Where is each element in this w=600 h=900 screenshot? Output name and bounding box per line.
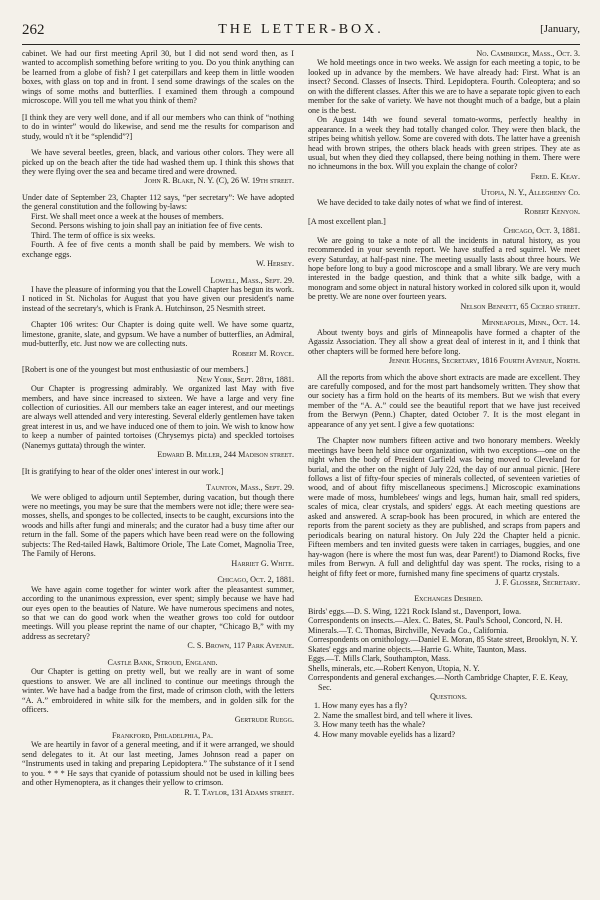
paragraph: cabinet. We had our first meeting April 30, but I did not send word then, as I wanted to accomplish something before writing to you. Do you think anything can be learned from a globe of fish? I get caterpillars and keep them in little wooden boxes, with glass on top and in front. I send some drawings of the scales on the wings of some moths and butterflies. I examined them through a compound microscope. Will you tell me what you think of them? [22,49,294,106]
section-heading: Exchanges Desired. [414,594,483,604]
paragraph: Our Chapter is getting on pretty well, but we really are in want of some questions to answer. We are all inclined to continue our meetings through the winter. We have had a badge from the first, made of crimson cloth, with the letters “A. A.” embroidered in white silk for the members, and in golden silk for the officers. [22,667,294,715]
exchange-item: Correspondents on insects.—Alex. C. Bates, St. Paul's School, Concord, N. H. [308,616,563,626]
page-month: [January, [540,23,580,35]
exchanges-list [308,607,580,692]
paragraph: I have the pleasure of informing you that the Lowell Chapter has begun its work. I noticed in St. Nicholas for August that you have given our president's name instead of the secretary's, which is Frank A. Hutchinson, 25 Nesmith street. [22,284,294,313]
dateline: Taunton, Mass., Sept. 29. [206,483,294,493]
paragraph: Under date of September 23, Chapter 112 says, “per secretary”: We have adopted the general constitution and the following by-laws: [22,192,294,212]
section-heading: Questions. [430,692,467,701]
paragraph: All the reports from which the above short extracts are made are excellent. They are carefully composed, and for the most part handsomely written. They show that our society has a firm hold on the hearts of its members. But we wish that every member of the “A. A.” could see the beautiful report that we have just received from the Berwyn (Penn.) Chapter, dated October 7. It is the most elegant in appearance of any yet sent. I give a few quotations: [308,372,580,429]
paragraph: About twenty boys and girls of Minneapolis have formed a chapter of the Agassiz Association. They all show a great deal of interest in it, and I think that other chapters will be formed here before long. [308,327,580,356]
dateline: Utopia, N. Y., Allegheny Co. [480,188,580,198]
spacer [22,724,294,731]
section-heading: Frankford, Philadelphia, Pa. [112,731,213,740]
signature: Nelson Bennett, 65 Cicero street. [460,301,580,311]
question-item: 3. How many teeth has the whale? [314,720,426,730]
exchange-item: Shells, minerals, etc.—Robert Kenyon, Utopia, N. Y. [308,663,480,673]
page-header [22,22,580,45]
paragraph: We were obliged to adjourn until September, during vacation, but though there were no meetings, you may be sure that the members were not idle; there were sea-mosses, shells, and sponges to be collected, insects to be caught, excursions into the woods and hills after fungi and minerals; and the curator had a busy time after our return in the fall. Some of the papers which have been read were on the following subjects: The Red-tailed Hawk, Baltimore Oriole, The Late Comet, Magnolia Tree, The Family of Herons. [22,492,294,559]
paragraph: Chapter 106 writes: Our Chapter is doing quite well. We have some quartz, limestone, granite, slate, and gypsum. We have a number of butterflies, an Admiral, mud-butterfly, etc. Just now we are collecting nuts. [22,320,294,349]
paragraph: [It is gratifying to hear of the older ones' interest in our work.] [22,466,224,476]
question-item: 2. Name the smallest bird, and tell where it lives. [314,710,473,720]
signature: C. S. Brown, 117 Park Avenue. [187,641,294,651]
paragraph: We have decided to take daily notes of what we find of interest. [317,197,523,207]
paragraph: We hold meetings once in two weeks. We assign for each meeting a topic, to be looked up in advance by the members. We have already had: First. What is an insect? Second. Classes of Insects. Third. Lepidoptera. Fourth. Coleoptera; and so on with the different classes. After this we are to have a separate topic given to each member for the sake of variety. We have not thought much of a badge, but a plain one is the best. [308,58,580,115]
spacer [22,460,294,467]
signature: Jennie Hughes, Secretary, 1816 Fourth Avenue, North. [388,356,580,366]
paragraph: Fourth. A fee of five cents a month shall be paid by members. We wish to exchange eggs. [22,240,294,259]
dateline: Minneapolis, Minn., Oct. 14. [481,318,580,328]
paragraph: [A most excellent plan.] [308,216,386,226]
signature: J. F. Glosser, Secretary. [495,578,580,588]
spacer [308,366,580,373]
paragraph: We are going to take a note of all the incidents in natural history, as you recommended in your seventh report. We have stuffed a red squirrel. We meet every Saturday, at half-past nine. The meeting usually lasts about three hours. We hope before long to buy a good microscope and a small library. We are very much interested in the badge question, and think that a white silk badge, with a monogram and some object in natural history worked in colored silk upon it, would be pretty. We are none over fourteen years. [308,235,580,302]
spacer [22,141,294,148]
paragraph: Second. Persons wishing to join shall pay an initiation fee of five cents. [31,221,263,231]
text-columns [22,49,580,797]
signature: W. Hersey. [256,259,294,269]
spacer [308,181,580,188]
signature: Gertrude Ruegg. [234,714,294,724]
spacer [22,269,294,276]
signature: Fred. E. Keay. [530,171,580,181]
exchange-item: Correspondents and general exchanges.—North Cambridge Chapter, F. E. Keay, Sec. [308,673,568,692]
dateline: New York, Sept. 28th, 1881. [196,374,294,384]
left-column [22,49,294,797]
exchange-item: Correspondents on ornithology.—Daniel E. Moran, 85 State street, Brooklyn, N. Y. [308,635,578,645]
dateline: Chicago, Oct. 2, 1881. [217,575,294,585]
spacer [22,186,294,193]
paragraph: Our Chapter is progressing admirably. We organized last May with five members, and have since increased to sixteen. We have a large and very fine collection of curiosities. All our members take an eager interest, and our meetings are always well attended and very interesting. Several elderly gentlemen have taken great interest in us, and we have induced one of them to join. We wish to know how to keep a number of painted tortoises (Chrysemys picta) and speckled tortoises (Nanemys guttata) through the winter. [22,384,294,450]
paragraph: [Robert is one of the youngest but most enthusiastic of our members.] [22,365,249,375]
signature: R. T. Taylor, 131 Adams street. [184,787,294,797]
spacer [22,651,294,658]
spacer [22,568,294,575]
right-column [308,49,580,797]
spacer [308,311,580,318]
signature: Robert Kenyon. [524,207,580,217]
section-heading: Castle Bank, Stroud, England. [107,657,218,667]
spacer [308,587,580,594]
spacer [22,106,294,113]
dateline: Chicago, Oct. 3, 1881. [503,226,580,236]
question-item: 4. How many movable eyelids has a lizard? [314,729,456,739]
page-number: 262 [22,22,45,38]
paragraph: First. We shall meet once a week at the houses of members. [31,211,224,221]
paragraph: The Chapter now numbers fifteen active and two honorary members. Weekly meetings have been held since our organization, with two exceptions—one on the night when the body of President Garfield was being moved to Cleveland for burial, and the other on the night of July 22d, the day of our annual picnic. [Here follows a list of fifty-four species of minerals collected, of seventeen varieties of wood, and of about fifty miscellaneous specimens.] Microscopic examinations were made of moss, humblebees' wings and legs, human hair, small red spiders, scales of mica, clear crystals, and spiders' eggs. At each meeting questions are asked and answered. A scrap-book has been procured, in which are entered the reports from the parent society as they are published, and scraps from papers and periodicals bearing on natural history. On July 22d the Chapter held a picnic. Fifteen members and ten invited guests were taken in carriages, buggies, and one hay-wagon (here is where the most fun was, dear Parent!) to Diamond Rocks, five miles from Berwyn. A full and delightful day was spent. The rocks, rising to a height of fifty feet or more, furnished many fine specimens of quartz crystals. [308,436,580,578]
signature: Harriet G. White. [231,558,294,568]
spacer [308,429,580,436]
paragraph: On August 14th we found several tomato-worms, perfectly healthy in appearance. In a week they had totally changed color. They were then black, the stripes being whitish yellow. Some are covered with dots. The latter have a greenish head with brown stripes, the others black heads with green stripes. They ate as usual, but when they died they collapsed, there being nothing in them. There were no ichneumons in the box. Will you explain the change of color? [308,115,580,172]
paragraph: We have again come together for winter work after the pleasantest summer, according to the unanimous expression, ever spent; simply because we have had our eyes open to the beauties of Nature. We have numerous specimens and notes, so that we can do good work when the weather grows too cold for outdoor meetings. Will you please reprint the name of our chapter, “Chicago B,” with my address as secretary? [22,584,294,641]
paragraph: Third. The term of office is six weeks. [31,230,155,240]
spacer [22,476,294,483]
dateline: No. Cambridge, Mass., Oct. 3. [476,49,580,58]
spacer [22,313,294,320]
dateline: Lowell, Mass., Sept. 29. [210,275,294,285]
spacer [22,358,294,365]
page-title: THE LETTER-BOX. [218,22,384,37]
paragraph: We have several beetles, green, black, and various other colors. They were all picked up on the beach after the tide had washed them up. I think this shows that they were flying over the sea and became tired and were drowned. [22,148,294,176]
exchange-item: Minerals.—T. C. Thomas, Birchville, Nevada Co., California. [308,625,509,635]
exchange-item: Skates' eggs and marine objects.—Harrie G. White, Taunton, Mass. [308,644,527,654]
question-item: 1. How many eyes has a fly? [314,701,408,711]
paragraph: [I think they are very well done, and if all our members who can think of “nothing to do in winter” would do likewise, and send me the results for comparison and study, would n't it be “splendid”?] [22,112,294,141]
signature: Robert M. Royce. [232,348,294,358]
signature: John R. Blake, N. Y. (C), 26 W. 19th street. [144,176,294,186]
exchange-item: Eggs.—T. Mills Clark, Southampton, Mass. [308,654,451,664]
signature: Edward B. Miller, 244 Madison street. [157,450,294,460]
questions-list [308,701,580,739]
exchange-item: Birds' eggs.—D. S. Wing, 1221 Rock Island st., Davenport, Iowa. [308,606,521,616]
paragraph: We are heartily in favor of a general meeting, and if it were arranged, we should send delegates to it. At our last meeting, James Johnson read a paper on “Instruments used in taking and preparing Lepidoptera.” The substance of it I send to you. * * * He says that cyanide of potassium should not be used in killing bees and other Hymenoptera, as it changes their yellow to crimson. [22,740,294,788]
